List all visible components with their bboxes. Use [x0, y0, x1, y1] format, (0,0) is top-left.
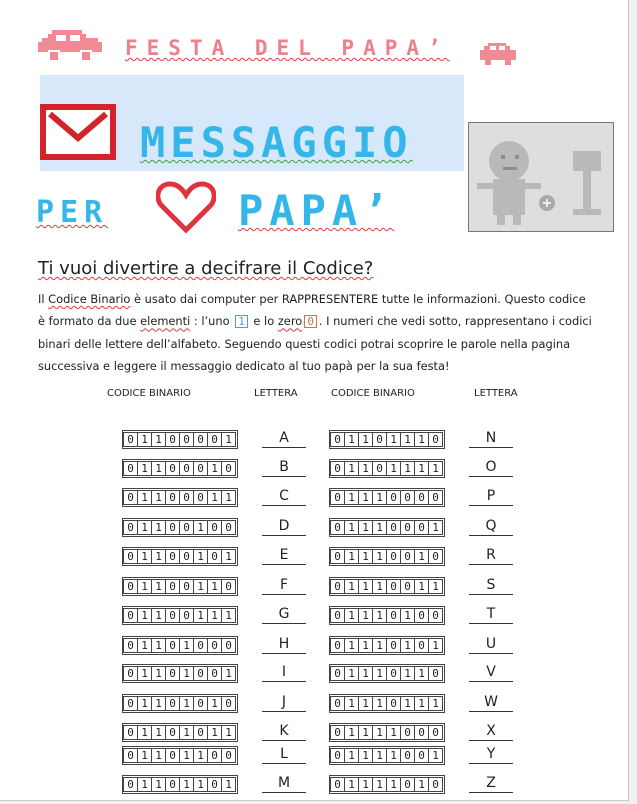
letter-answer: E — [262, 546, 306, 565]
binary-digit: 0 — [165, 461, 180, 476]
binary-digit: 1 — [151, 638, 166, 653]
binary-digit: 1 — [344, 520, 359, 535]
binary-digit: 0 — [193, 725, 208, 740]
letter-answer: L — [262, 745, 306, 764]
binary-digit: 0 — [400, 490, 415, 505]
binary-digit: 0 — [386, 696, 401, 711]
binary-digit: 0 — [123, 608, 138, 623]
binary-digit: 1 — [372, 608, 387, 623]
binary-digit: 1 — [137, 549, 152, 564]
binary-digit: 1 — [414, 432, 429, 447]
binary-digit: 1 — [428, 461, 443, 476]
binary-digit: 0 — [400, 579, 415, 594]
binary-code — [329, 459, 445, 478]
binary-digit: 1 — [137, 748, 152, 763]
binary-digit: 1 — [193, 748, 208, 763]
binary-digit: 1 — [151, 748, 166, 763]
binary-digit: 1 — [400, 696, 415, 711]
binary-digit: 0 — [179, 549, 194, 564]
letter-answer: Q — [469, 517, 513, 536]
binary-digit: 0 — [400, 520, 415, 535]
binary-digit: 1 — [400, 638, 415, 653]
car-icon — [480, 42, 516, 66]
binary-digit: 0 — [193, 696, 208, 711]
binary-digit: 1 — [137, 520, 152, 535]
papa-word: PAPA’ — [238, 186, 395, 235]
letter-answer: T — [469, 605, 513, 624]
binary-digit: 1 — [221, 777, 236, 792]
binary-digit: 1 — [372, 638, 387, 653]
letter-answer: J — [262, 693, 306, 712]
binary-code — [122, 694, 238, 713]
binary-digit: 0 — [179, 520, 194, 535]
binary-digit: 0 — [428, 432, 443, 447]
binary-digit: 0 — [330, 638, 345, 653]
heart-icon — [156, 180, 216, 234]
binary-digit: 1 — [193, 777, 208, 792]
binary-digit: 0 — [179, 461, 194, 476]
binary-digit: 1 — [400, 666, 415, 681]
envelope-icon — [40, 104, 116, 160]
letter-answer: S — [469, 576, 513, 595]
binary-digit: 1 — [151, 666, 166, 681]
binary-digit: 1 — [358, 666, 373, 681]
binary-digit: 0 — [165, 432, 180, 447]
binary-digit: 0 — [179, 490, 194, 505]
binary-digit: 1 — [400, 432, 415, 447]
per-word: PER — [36, 195, 109, 230]
letter-answer: B — [262, 458, 306, 477]
binary-digit: 1 — [221, 666, 236, 681]
page-title: FESTA DEL PAPA’ — [125, 36, 450, 60]
binary-code — [122, 606, 238, 625]
binary-digit: 1 — [344, 638, 359, 653]
binary-digit: 1 — [414, 777, 429, 792]
binary-digit: 1 — [344, 696, 359, 711]
binary-code — [122, 664, 238, 683]
binary-digit: 1 — [428, 520, 443, 535]
binary-code — [329, 694, 445, 713]
binary-digit: 1 — [221, 432, 236, 447]
binary-digit: 0 — [428, 725, 443, 740]
binary-digit: 1 — [137, 579, 152, 594]
binary-digit: 0 — [372, 432, 387, 447]
binary-digit: 0 — [400, 549, 415, 564]
binary-digit: 0 — [207, 520, 222, 535]
binary-digit: 0 — [386, 579, 401, 594]
binary-digit: 1 — [151, 549, 166, 564]
binary-digit: 1 — [372, 490, 387, 505]
binary-digit: 1 — [344, 461, 359, 476]
binary-digit: 0 — [386, 549, 401, 564]
binary-digit: 1 — [372, 520, 387, 535]
car-icon — [38, 28, 102, 62]
letter-answer: O — [469, 458, 513, 477]
binary-digit: 1 — [179, 777, 194, 792]
binary-digit: 0 — [165, 666, 180, 681]
binary-digit: 1 — [428, 696, 443, 711]
binary-digit: 1 — [414, 461, 429, 476]
binary-digit: 0 — [123, 777, 138, 792]
binary-digit: 1 — [151, 432, 166, 447]
binary-digit: 0 — [330, 748, 345, 763]
binary-digit: 0 — [165, 638, 180, 653]
letter-answer: N — [469, 429, 513, 448]
binary-code — [122, 775, 238, 794]
binary-digit: 1 — [344, 725, 359, 740]
intro-paragraph: Il Codice Binario è usato dai computer per RAPPRESENTERE tutte le informazioni. Questo codice è formato da due elementi : l’uno 1 e lo zero 0 . I numeri che vedi sotto, rappresentano i codici binari delle lettere dell’alfabeto. Seguendo questi codici potrai scoprire le parole nella pagina successiva e leggere il messaggio dedicato al tuo papà per la sua festa! — [38, 292, 592, 373]
binary-digit: 1 — [137, 432, 152, 447]
binary-digit: 0 — [221, 520, 236, 535]
binary-digit: 1 — [428, 579, 443, 594]
letter-answer: H — [262, 635, 306, 654]
binary-digit: 1 — [137, 777, 152, 792]
binary-digit: 1 — [137, 666, 152, 681]
binary-digit: 1 — [386, 432, 401, 447]
binary-code — [329, 547, 445, 566]
binary-digit: 1 — [386, 461, 401, 476]
binary-digit: 0 — [193, 490, 208, 505]
binary-digit: 0 — [123, 725, 138, 740]
zero-symbol: 0 — [304, 315, 317, 328]
binary-digit: 0 — [330, 461, 345, 476]
binary-digit: 0 — [123, 520, 138, 535]
binary-digit: 1 — [372, 748, 387, 763]
binary-digit: 0 — [221, 579, 236, 594]
binary-digit: 1 — [151, 725, 166, 740]
binary-code — [122, 636, 238, 655]
letter-answer: D — [262, 517, 306, 536]
letter-answer: A — [262, 429, 306, 448]
binary-digit: 0 — [414, 725, 429, 740]
binary-digit: 1 — [207, 608, 222, 623]
binary-digit: 0 — [386, 520, 401, 535]
binary-digit: 1 — [414, 579, 429, 594]
binary-code — [122, 547, 238, 566]
binary-digit: 0 — [165, 608, 180, 623]
binary-digit: 1 — [344, 432, 359, 447]
letter-answer: Z — [469, 774, 513, 793]
binary-digit: 1 — [344, 608, 359, 623]
column-header-code: CODICE BINARIO — [107, 388, 191, 399]
binary-digit: 0 — [372, 461, 387, 476]
binary-digit: 0 — [165, 520, 180, 535]
binary-digit: 1 — [137, 696, 152, 711]
binary-digit: 0 — [330, 520, 345, 535]
binary-digit: 1 — [344, 579, 359, 594]
binary-code — [329, 518, 445, 537]
binary-digit: 1 — [207, 461, 222, 476]
binary-digit: 1 — [137, 638, 152, 653]
one-symbol: 1 — [235, 315, 248, 328]
binary-digit: 1 — [344, 666, 359, 681]
binary-digit: 0 — [165, 490, 180, 505]
binary-digit: 0 — [207, 666, 222, 681]
binary-digit: 0 — [400, 777, 415, 792]
binary-digit: 0 — [428, 490, 443, 505]
binary-code — [122, 723, 238, 742]
binary-digit: 1 — [372, 696, 387, 711]
binary-digit: 1 — [344, 777, 359, 792]
binary-digit: 1 — [207, 490, 222, 505]
binary-digit: 1 — [372, 579, 387, 594]
letter-answer: G — [262, 605, 306, 624]
binary-digit: 0 — [428, 777, 443, 792]
binary-code — [122, 518, 238, 537]
binary-digit: 1 — [400, 608, 415, 623]
message-word: MESSAGGIO — [140, 118, 413, 167]
binary-digit: 1 — [221, 549, 236, 564]
binary-digit: 1 — [358, 579, 373, 594]
binary-digit: 0 — [165, 579, 180, 594]
binary-digit: 1 — [193, 608, 208, 623]
letter-answer: P — [469, 487, 513, 506]
binary-digit: 0 — [165, 549, 180, 564]
binary-digit: 1 — [137, 608, 152, 623]
binary-code — [329, 723, 445, 742]
binary-digit: 0 — [193, 638, 208, 653]
binary-code — [329, 746, 445, 765]
binary-digit: 1 — [151, 579, 166, 594]
binary-code — [122, 430, 238, 449]
binary-digit: 0 — [414, 638, 429, 653]
binary-digit: 1 — [372, 725, 387, 740]
binary-digit: 1 — [414, 666, 429, 681]
letter-answer: C — [262, 487, 306, 506]
binary-digit: 0 — [165, 748, 180, 763]
binary-digit: 1 — [386, 725, 401, 740]
binary-digit: 0 — [123, 432, 138, 447]
binary-code — [329, 430, 445, 449]
binary-code — [329, 636, 445, 655]
binary-digit: 1 — [179, 696, 194, 711]
binary-digit: 1 — [179, 638, 194, 653]
binary-digit: 1 — [358, 777, 373, 792]
binary-digit: 0 — [400, 725, 415, 740]
column-header-letter: LETTERA — [474, 388, 518, 399]
binary-code — [329, 488, 445, 507]
binary-digit: 0 — [207, 549, 222, 564]
binary-digit: 1 — [151, 696, 166, 711]
binary-digit: 1 — [372, 549, 387, 564]
binary-digit: 0 — [400, 748, 415, 763]
binary-digit: 1 — [372, 666, 387, 681]
binary-digit: 1 — [151, 777, 166, 792]
binary-code — [329, 775, 445, 794]
binary-digit: 0 — [123, 748, 138, 763]
binary-digit: 1 — [372, 777, 387, 792]
binary-digit: 0 — [330, 608, 345, 623]
binary-digit: 1 — [151, 490, 166, 505]
letter-answer: K — [262, 722, 306, 741]
binary-digit: 0 — [386, 490, 401, 505]
binary-digit: 0 — [386, 608, 401, 623]
binary-digit: 1 — [386, 777, 401, 792]
binary-digit: 1 — [193, 549, 208, 564]
column-header-code: CODICE BINARIO — [331, 388, 415, 399]
binary-digit: 1 — [179, 725, 194, 740]
binary-digit: 1 — [151, 461, 166, 476]
binary-digit: 1 — [358, 696, 373, 711]
binary-digit: 1 — [193, 520, 208, 535]
binary-digit: 0 — [221, 748, 236, 763]
binary-digit: 0 — [179, 608, 194, 623]
binary-digit: 1 — [151, 520, 166, 535]
binary-code — [122, 577, 238, 596]
binary-digit: 0 — [207, 432, 222, 447]
binary-code — [329, 664, 445, 683]
binary-digit: 1 — [207, 579, 222, 594]
binary-digit: 0 — [414, 490, 429, 505]
binary-digit: 1 — [221, 490, 236, 505]
binary-digit: 0 — [165, 725, 180, 740]
letter-answer: R — [469, 546, 513, 565]
binary-digit: 1 — [179, 666, 194, 681]
section-heading: Ti vuoi divertire a decifrare il Codice? — [38, 258, 374, 279]
binary-digit: 1 — [207, 696, 222, 711]
binary-digit: 1 — [358, 432, 373, 447]
binary-digit: 1 — [428, 748, 443, 763]
binary-digit: 0 — [330, 725, 345, 740]
letter-answer: V — [469, 663, 513, 682]
binary-digit: 1 — [137, 490, 152, 505]
binary-digit: 1 — [221, 608, 236, 623]
letter-answer: U — [469, 635, 513, 654]
binary-code — [122, 488, 238, 507]
binary-digit: 1 — [344, 549, 359, 564]
binary-digit: 0 — [193, 461, 208, 476]
binary-digit: 0 — [414, 520, 429, 535]
binary-digit: 0 — [207, 748, 222, 763]
binary-code — [122, 746, 238, 765]
letter-answer: W — [469, 693, 513, 712]
binary-digit: 0 — [123, 696, 138, 711]
binary-digit: 1 — [193, 579, 208, 594]
letter-answer: M — [262, 774, 306, 793]
binary-digit: 1 — [207, 725, 222, 740]
binary-digit: 0 — [330, 666, 345, 681]
binary-digit: 0 — [330, 579, 345, 594]
binary-digit: 0 — [330, 490, 345, 505]
binary-digit: 0 — [428, 549, 443, 564]
binary-digit: 1 — [386, 748, 401, 763]
binary-digit: 0 — [330, 777, 345, 792]
binary-digit: 1 — [414, 549, 429, 564]
letter-answer: Y — [469, 745, 513, 764]
binary-digit: 1 — [179, 748, 194, 763]
binary-digit: 0 — [123, 579, 138, 594]
binary-digit: 1 — [358, 490, 373, 505]
binary-digit: 1 — [358, 549, 373, 564]
binary-digit: 0 — [414, 608, 429, 623]
column-header-letter: LETTERA — [254, 388, 298, 399]
binary-digit: 1 — [221, 725, 236, 740]
binary-digit: 0 — [123, 666, 138, 681]
letter-answer: X — [469, 722, 513, 741]
binary-digit: 1 — [344, 490, 359, 505]
binary-code — [122, 459, 238, 478]
binary-digit: 1 — [344, 748, 359, 763]
binary-digit: 0 — [221, 461, 236, 476]
binary-digit: 0 — [123, 490, 138, 505]
binary-digit: 0 — [165, 777, 180, 792]
binary-digit: 1 — [414, 696, 429, 711]
binary-digit: 1 — [137, 461, 152, 476]
binary-digit: 1 — [358, 748, 373, 763]
binary-code — [329, 577, 445, 596]
binary-digit: 1 — [358, 461, 373, 476]
binary-code — [329, 606, 445, 625]
binary-digit: 0 — [386, 666, 401, 681]
binary-digit: 1 — [358, 638, 373, 653]
binary-digit: 0 — [123, 461, 138, 476]
binary-digit: 0 — [330, 432, 345, 447]
binary-digit: 0 — [330, 696, 345, 711]
binary-digit: 0 — [428, 608, 443, 623]
binary-digit: 0 — [330, 549, 345, 564]
binary-digit: 1 — [400, 461, 415, 476]
binary-digit: 0 — [193, 432, 208, 447]
binary-digit: 0 — [221, 638, 236, 653]
binary-digit: 0 — [193, 666, 208, 681]
letter-answer: F — [262, 576, 306, 595]
letter-answer: I — [262, 663, 306, 682]
binary-digit: 0 — [428, 666, 443, 681]
binary-digit: 0 — [386, 638, 401, 653]
robot-mailbox-picture — [468, 122, 614, 232]
binary-digit: 1 — [358, 725, 373, 740]
binary-digit: 1 — [358, 520, 373, 535]
binary-digit: 1 — [151, 608, 166, 623]
binary-digit: 0 — [179, 432, 194, 447]
binary-digit: 0 — [123, 638, 138, 653]
binary-digit: 0 — [123, 549, 138, 564]
binary-digit: 1 — [358, 608, 373, 623]
binary-digit: 0 — [179, 579, 194, 594]
binary-digit: 0 — [165, 696, 180, 711]
binary-digit: 0 — [414, 748, 429, 763]
binary-digit: 0 — [207, 777, 222, 792]
binary-digit: 1 — [137, 725, 152, 740]
binary-digit: 1 — [428, 638, 443, 653]
binary-digit: 0 — [221, 696, 236, 711]
binary-digit: 0 — [207, 638, 222, 653]
